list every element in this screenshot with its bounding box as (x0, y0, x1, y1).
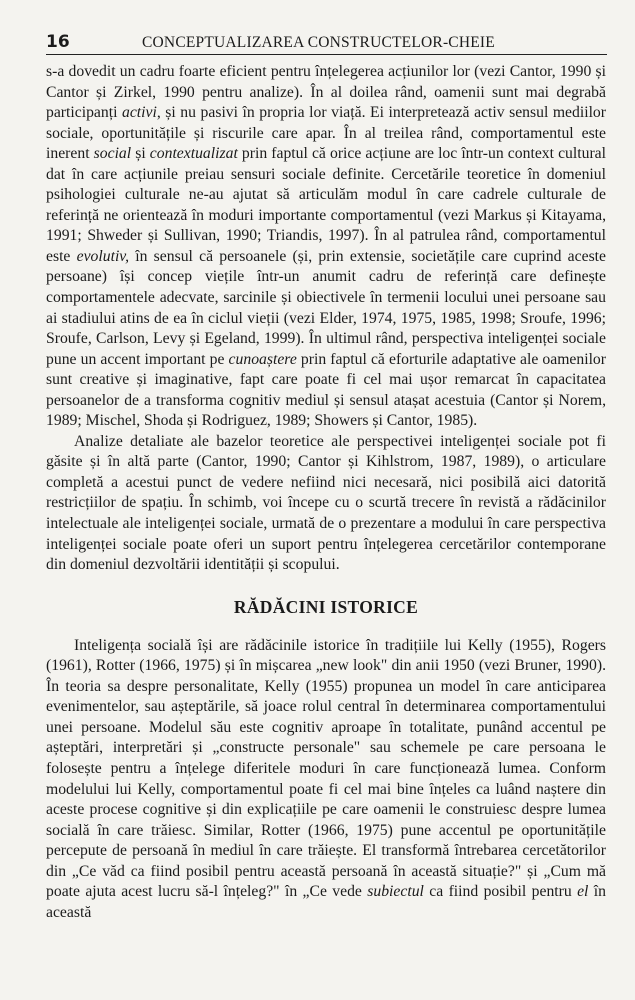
paragraph-1 (46, 62, 606, 432)
header-rule (46, 54, 607, 55)
body-text (46, 62, 606, 923)
paragraph-3-run-1-italic: subiectul (367, 883, 424, 901)
paragraph-1-run-2: , și nu pasivi în propria lor viață. Ei interpretează activ sensul mediilor sociale, oportunitățile și riscurile care apar. În al treilea rând, comportamentul este inerent (46, 104, 607, 163)
paragraph-3-run-4: în această (46, 883, 606, 921)
paragraph-1-run-10: prin faptul că eforturile adaptative ale oamenilor sunt creative și imaginative, fapt care poate fi cel mai ușor remarcat în capacitatea persoanelor de a transforma cognitiv mediul și sensul atașat acestuia (Cantor și Norem, 1989; Mischel, Shoda și Rodriguez, 1989; Showers și Cantor, 1985). (46, 350, 606, 430)
paragraph-1-run-1-italic: activi (121, 104, 157, 122)
paragraph-1-run-4: și (131, 145, 150, 163)
paragraph-1-run-7-italic: evolutiv, (76, 247, 130, 265)
paragraph-1-run-0: s-a dovedit un cadru foarte eficient pentru înțelegerea acțiunilor lor (vezi Cantor, 1990 și Cantor și Zirkel, 1990 pentru analize). În al doilea rând, oamenii sunt mai degrabă participanți (46, 63, 606, 122)
paragraph-1-run-3-italic: social (93, 145, 132, 163)
section-heading: RĂDĂCINI ISTORICE (233, 596, 419, 617)
paragraph-3-run-0: Inteligența socială își are rădăcinile istorice în tradițiile lui Kelly (1955), Rogers (1961), Rotter (1966, 1975) și în mișcarea „new look" din anii 1950 (vezi Bruner, 1990). În teoria sa despre personalitate, Kelly (1955) propunea un model în care anticiparea evenimentelor, sau așteptările, să joace rolul central în determinarea comportamentului unei persoane. Modelul său este cognitiv aproape în totalitate, punând accentul pe așteptări, interpretări și „constructe personale" sau schemele pe care persoana le folosește pentru a înțelege diferitele moduri în care funcționează lumea. Conform modelului lui Kelly, comportamentul poate fi cel mai bine înțeles ca luând naștere din aceste procese cognitive și din explicațiile pe care oamenii le construiesc despre lumea socială în care trăiesc. Similar, Rotter (1966, 1975) pune accentul pe oportunitățile percepute de persoană în mediul în care trăiește. El transformă întrebarea cercetătorilor din „Ce văd ca fiind posibil pentru această persoană în această situație?" și „Cum mă poate ajuta acest lucru să-l înțeleg?" în „Ce vede (46, 636, 606, 901)
paragraph-1-run-6: prin faptul că orice acțiune are loc într-un context cultural dat în care acțiunile preiau sensuri sociale definite. Cercetările teoretice în domeniul psihologiei culturale ne-au ajutat să articulăm modul în care cadrele culturale de referință ne orientează în moduri importante comportamentul (vezi Markus și Kitayama, 1991; Shweder și Sullivan, 1990; Triandis, 1997). În al patrulea rând, comportamentul este (46, 145, 606, 265)
paragraph-1-run-5-italic: contextualizat (149, 145, 238, 163)
paragraph-3-run-3-italic: el (577, 883, 589, 901)
running-title: CONCEPTUALIZAREA CONSTRUCTELOR-CHEIE (142, 34, 495, 51)
paragraph-2 (46, 432, 606, 576)
page-number: 16 (46, 32, 70, 52)
paragraph-3 (46, 636, 606, 924)
paragraph-1-run-8: în sensul că persoanele (și, prin extensie, societățile care cuprind aceste persoane) își concep viețile într-un anumit cadru de referință care definește comportamentele adecvate, sarcinile și obiectivele în termenii locului unei persoane sau ai stadiului atins de ea în ciclul vieții (vezi Elder, 1974, 1975, 1985, 1998; Sroufe, 1996; Sroufe, Carlson, Levy și Egeland, 1999). În ultimul rând, perspectiva inteligenței sociale pune un accent important pe (46, 247, 606, 368)
running-header (46, 32, 605, 54)
paragraph-3-run-2: ca fiind posibil pentru (423, 883, 578, 901)
paragraph-2-run-0: Analize detaliate ale bazelor teoretice ale perspectivei inteligenței sociale pot fi găsite și în altă parte (Cantor, 1990; Cantor și Kihlstrom, 1987, 1989), o articulare completă a acestui punct de vedere nefiind nici necesară, nici posibilă aici datorită restricțiilor de spațiu. În schimb, voi începe cu o scurtă trecere în revistă a rădăcinilor intelectuale ale inteligenței sociale, urmată de o prezentare a modului în care perspectiva inteligenței sociale poate oferi un suport pentru înțelegerea cercetărilor contemporane din domeniul dezvoltării identității și scopului. (46, 432, 606, 574)
paragraph-1-run-9-italic: cunoaștere (228, 350, 297, 368)
